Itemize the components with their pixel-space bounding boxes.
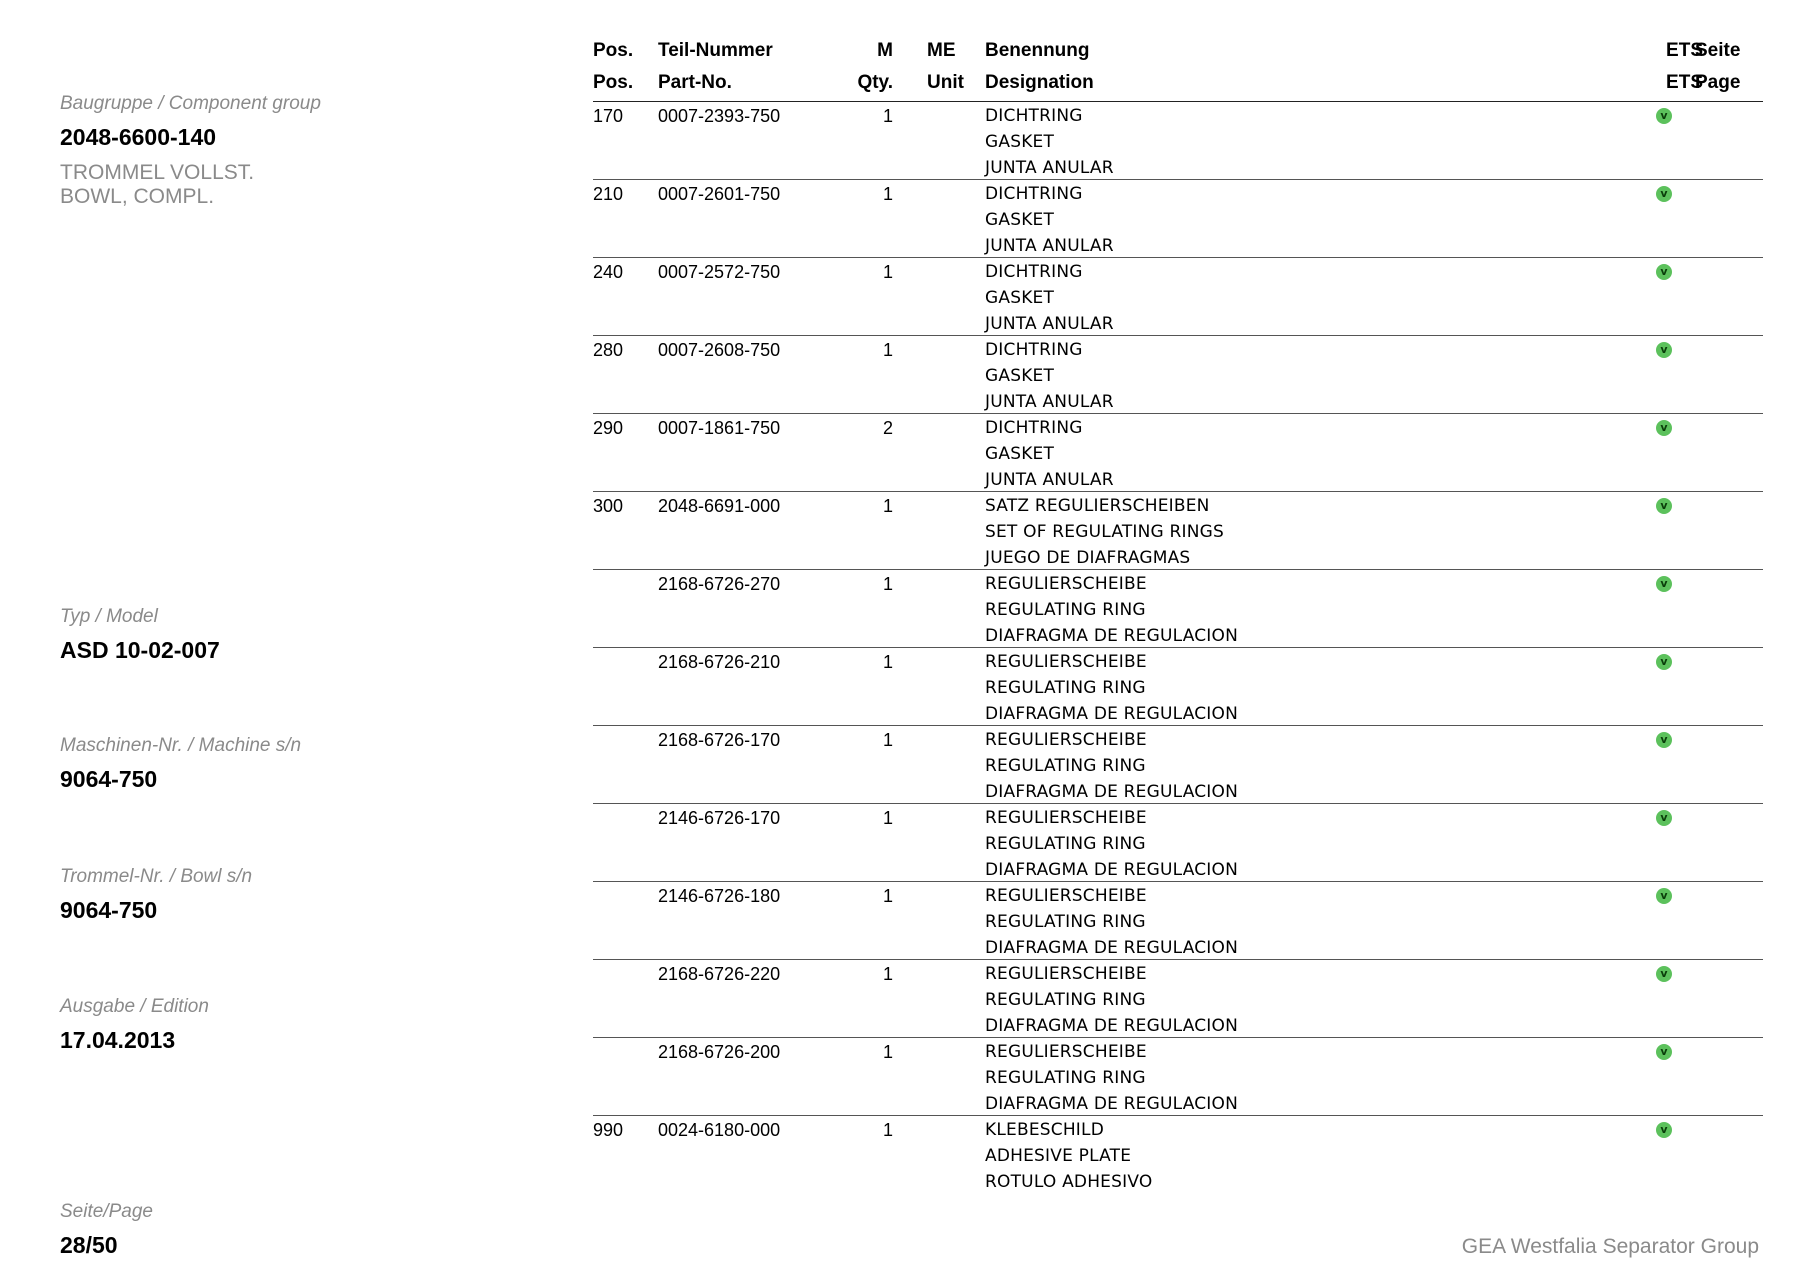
row-designation	[985, 883, 1238, 961]
designation-es: DIAFRAGMA DE REGULACION	[985, 938, 1239, 958]
check-circle-icon: v	[1656, 1122, 1672, 1138]
bowl-label: Trommel-Nr. / Bowl s/n	[60, 866, 253, 887]
header-ets-en: ETS	[1666, 72, 1703, 93]
designation-de: SATZ REGULIERSCHEIBEN	[985, 496, 1210, 516]
designation-de: DICHTRING	[985, 340, 1083, 360]
row-pos: 240	[593, 262, 624, 282]
row-pos: 170	[593, 106, 624, 126]
table-row	[593, 1116, 1763, 1193]
parts-table	[593, 33, 1763, 1193]
designation-es: JUNTA ANULAR	[985, 470, 1114, 490]
row-part-number: 0007-2608-750	[658, 340, 781, 360]
table-header	[593, 33, 1763, 102]
row-pos: 300	[593, 496, 624, 516]
header-designation-de: Benennung	[985, 40, 1090, 61]
designation-es: DIAFRAGMA DE REGULACION	[985, 626, 1239, 646]
designation-en: REGULATING RING	[985, 678, 1146, 698]
machine-value: 9064-750	[60, 766, 158, 792]
machine-block	[60, 735, 540, 793]
row-qty: 2	[882, 418, 893, 438]
row-designation	[985, 571, 1238, 649]
table-row	[593, 414, 1763, 492]
header-unit-en: Unit	[927, 72, 964, 93]
designation-en: SET OF REGULATING RINGS	[985, 522, 1225, 542]
row-qty: 1	[882, 574, 893, 594]
designation-es: DIAFRAGMA DE REGULACION	[985, 860, 1239, 880]
designation-de: DICHTRING	[985, 106, 1083, 126]
row-qty: 1	[882, 730, 893, 750]
row-designation	[985, 337, 1114, 415]
designation-de: REGULIERSCHEIBE	[985, 808, 1147, 828]
designation-de: DICHTRING	[985, 184, 1083, 204]
designation-de: REGULIERSCHEIBE	[985, 652, 1147, 672]
designation-en: GASKET	[985, 210, 1055, 230]
row-part-number: 2146-6726-170	[658, 808, 781, 828]
row-designation	[985, 1039, 1238, 1117]
row-pos: 290	[593, 418, 624, 438]
check-circle-icon: v	[1656, 654, 1672, 670]
table-row	[593, 804, 1763, 882]
designation-es: JUEGO DE DIAFRAGMAS	[985, 548, 1191, 568]
component-group-label: Baugruppe / Component group	[60, 93, 321, 114]
designation-es: JUNTA ANULAR	[985, 392, 1114, 412]
row-qty: 1	[882, 184, 893, 204]
header-part-en: Part-No.	[658, 72, 732, 93]
row-qty: 1	[882, 886, 893, 906]
check-circle-icon: v	[1656, 342, 1672, 358]
check-circle-icon: v	[1656, 966, 1672, 982]
designation-en: GASKET	[985, 366, 1055, 386]
page-block	[60, 1201, 540, 1259]
check-circle-icon: v	[1656, 420, 1672, 436]
designation-de: REGULIERSCHEIBE	[985, 964, 1147, 984]
check-circle-icon: v	[1656, 732, 1672, 748]
row-designation	[985, 649, 1238, 727]
designation-en: GASKET	[985, 288, 1055, 308]
designation-en: REGULATING RING	[985, 1068, 1146, 1088]
designation-es: DIAFRAGMA DE REGULACION	[985, 782, 1239, 802]
component-group-value: 2048-6600-140	[60, 124, 217, 150]
edition-label: Ausgabe / Edition	[60, 996, 209, 1017]
bowl-block	[60, 866, 540, 924]
designation-de: REGULIERSCHEIBE	[985, 1042, 1147, 1062]
header-qty-de: M	[877, 40, 893, 61]
component-group-desc-en: BOWL, COMPL.	[60, 185, 215, 208]
edition-block	[60, 996, 540, 1054]
designation-es: JUNTA ANULAR	[985, 314, 1114, 334]
table-row	[593, 336, 1763, 414]
row-part-number: 2146-6726-180	[658, 886, 781, 906]
row-qty: 1	[882, 262, 893, 282]
table-row	[593, 726, 1763, 804]
header-unit-de: ME	[927, 40, 956, 61]
row-qty: 1	[882, 1042, 893, 1062]
header-part-de: Teil-Nummer	[658, 40, 773, 61]
component-group-block	[60, 93, 540, 209]
check-circle-icon: v	[1656, 888, 1672, 904]
row-part-number: 2048-6691-000	[658, 496, 781, 516]
table-row	[593, 180, 1763, 258]
component-group-desc-de: TROMMEL VOLLST.	[60, 161, 255, 184]
designation-es: DIAFRAGMA DE REGULACION	[985, 704, 1239, 724]
page-label: Seite/Page	[60, 1201, 153, 1222]
check-circle-icon: v	[1656, 1044, 1672, 1060]
row-designation	[985, 961, 1238, 1039]
table-row	[593, 102, 1763, 180]
row-part-number: 2168-6726-210	[658, 652, 781, 672]
header-qty-en: Qty.	[857, 72, 893, 93]
row-designation	[985, 805, 1238, 883]
designation-en: REGULATING RING	[985, 990, 1146, 1010]
designation-de: DICHTRING	[985, 418, 1083, 438]
table-row	[593, 570, 1763, 648]
header-page-en: Page	[1695, 72, 1741, 93]
row-part-number: 0007-2393-750	[658, 106, 781, 126]
row-designation	[985, 493, 1224, 571]
model-block	[60, 606, 540, 664]
row-qty: 1	[882, 340, 893, 360]
designation-en: GASKET	[985, 444, 1055, 464]
row-part-number: 0007-1861-750	[658, 418, 781, 438]
row-designation	[985, 1117, 1152, 1195]
row-qty: 1	[882, 964, 893, 984]
model-label: Typ / Model	[60, 606, 158, 627]
designation-es: DIAFRAGMA DE REGULACION	[985, 1094, 1239, 1114]
row-designation	[985, 103, 1114, 181]
designation-de: REGULIERSCHEIBE	[985, 886, 1147, 906]
designation-de: REGULIERSCHEIBE	[985, 730, 1147, 750]
table-row	[593, 960, 1763, 1038]
designation-en: REGULATING RING	[985, 834, 1146, 854]
row-pos: 210	[593, 184, 624, 204]
page-number: 28/50	[60, 1232, 118, 1258]
check-circle-icon: v	[1656, 108, 1672, 124]
row-part-number: 2168-6726-220	[658, 964, 781, 984]
row-qty: 1	[882, 496, 893, 516]
designation-es: ROTULO ADHESIVO	[985, 1172, 1153, 1192]
bowl-value: 9064-750	[60, 897, 158, 923]
designation-en: REGULATING RING	[985, 756, 1146, 776]
table-row	[593, 258, 1763, 336]
table-row	[593, 648, 1763, 726]
designation-de: KLEBESCHILD	[985, 1120, 1104, 1140]
edition-value: 17.04.2013	[60, 1027, 176, 1053]
row-part-number: 0024-6180-000	[658, 1120, 781, 1140]
header-pos-en: Pos.	[593, 72, 634, 93]
designation-en: REGULATING RING	[985, 600, 1146, 620]
designation-en: ADHESIVE PLATE	[985, 1146, 1132, 1166]
designation-de: REGULIERSCHEIBE	[985, 574, 1147, 594]
table-row	[593, 882, 1763, 960]
designation-en: REGULATING RING	[985, 912, 1146, 932]
company-footer: GEA Westfalia Separator Group	[1461, 1235, 1759, 1258]
check-circle-icon: v	[1656, 576, 1672, 592]
header-designation-en: Designation	[985, 72, 1094, 93]
row-designation	[985, 259, 1114, 337]
header-pos-de: Pos.	[593, 40, 634, 61]
designation-en: GASKET	[985, 132, 1055, 152]
header-page-de: Seite	[1695, 40, 1741, 61]
row-part-number: 0007-2572-750	[658, 262, 781, 282]
row-qty: 1	[882, 652, 893, 672]
row-qty: 1	[882, 106, 893, 126]
designation-de: DICHTRING	[985, 262, 1083, 282]
row-pos: 990	[593, 1120, 624, 1140]
check-circle-icon: v	[1656, 264, 1672, 280]
machine-label: Maschinen-Nr. / Machine s/n	[60, 735, 302, 756]
row-qty: 1	[882, 808, 893, 828]
check-circle-icon: v	[1656, 810, 1672, 826]
row-part-number: 2168-6726-270	[658, 574, 781, 594]
row-part-number: 0007-2601-750	[658, 184, 781, 204]
header-ets-de: ETS	[1666, 40, 1703, 61]
designation-es: JUNTA ANULAR	[985, 158, 1114, 178]
row-part-number: 2168-6726-170	[658, 730, 781, 750]
row-designation	[985, 727, 1238, 805]
row-pos: 280	[593, 340, 624, 360]
row-qty: 1	[882, 1120, 893, 1140]
table-row	[593, 492, 1763, 570]
check-circle-icon: v	[1656, 498, 1672, 514]
table-row	[593, 1038, 1763, 1116]
check-circle-icon: v	[1656, 186, 1672, 202]
designation-es: DIAFRAGMA DE REGULACION	[985, 1016, 1239, 1036]
model-value: ASD 10-02-007	[60, 637, 220, 663]
row-part-number: 2168-6726-200	[658, 1042, 781, 1062]
designation-es: JUNTA ANULAR	[985, 236, 1114, 256]
row-designation	[985, 415, 1114, 493]
row-designation	[985, 181, 1114, 259]
